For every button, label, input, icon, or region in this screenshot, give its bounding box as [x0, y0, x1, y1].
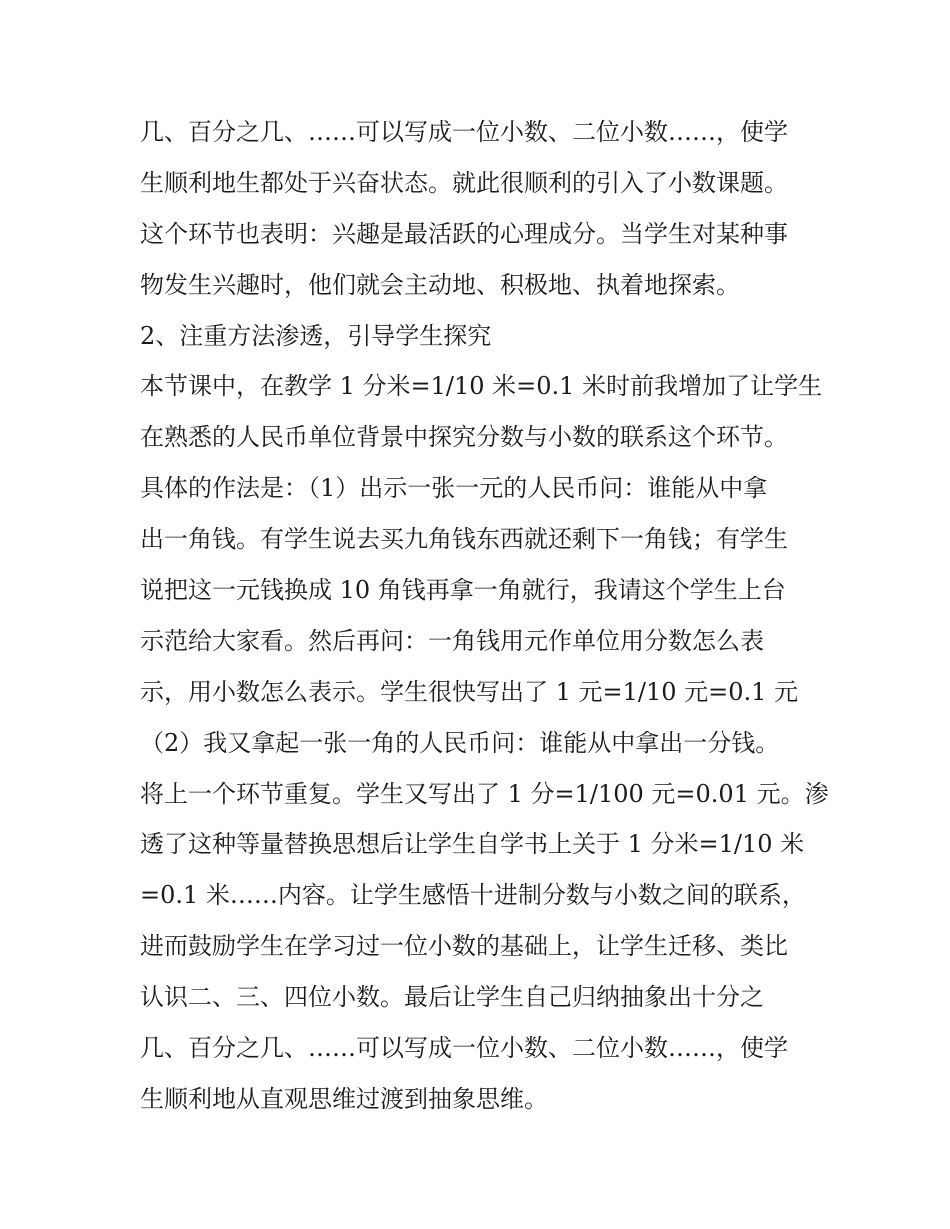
document-body: [140, 107, 830, 1125]
text-line: （2）我又拿起一张一角的人民币问：谁能从中拿出一分钱。: [140, 728, 780, 757]
text-line: 将上一个环节重复。学生又写出了 1 分=1/100 元=0.01 元。渗: [140, 779, 829, 808]
text-line: 示范给大家看。然后再问：一角钱用元作单位用分数怎么表: [140, 626, 764, 655]
text-line: 说把这一元钱换成 10 角钱再拿一角就行，我请这个学生上台: [140, 576, 786, 605]
text-line: =0.1 米……内容。让学生感悟十进制分数与小数之间的联系，: [140, 881, 806, 910]
text-line: 物发生兴趣时，他们就会主动地、积极地、执着地探索。: [140, 270, 740, 299]
text-line: 出一角钱。有学生说去买九角钱东西就还剩下一角钱；有学生: [140, 525, 788, 554]
text-line: 这个环节也表明：兴趣是最活跃的心理成分。当学生对某种事: [140, 219, 788, 248]
text-line: 生顺利地生都处于兴奋状态。就此很顺利的引入了小数课题。: [140, 168, 788, 197]
section-heading: 2、注重方法渗透，引导学生探究: [140, 321, 492, 350]
text-line: 本节课中，在教学 1 分米=1/10 米=0.1 米时前我增加了让学生: [140, 372, 823, 401]
text-line: 示，用小数怎么表示。学生很快写出了 1 元=1/10 元=0.1 元: [140, 677, 799, 706]
text-line: 进而鼓励学生在学习过一位小数的基础上，让学生迁移、类比: [140, 932, 788, 961]
text-line: 几、百分之几、……可以写成一位小数、二位小数……，使学: [140, 1034, 788, 1063]
text-line: 在熟悉的人民币单位背景中探究分数与小数的联系这个环节。: [140, 423, 788, 452]
text-line: 几、百分之几、……可以写成一位小数、二位小数……，使学: [140, 118, 788, 146]
text-line: 具体的作法是：（1）出示一张一元的人民币问：谁能从中拿: [140, 474, 768, 503]
text-line: 认识二、三、四位小数。最后让学生自己归纳抽象出十分之: [140, 983, 764, 1012]
text-line: 生顺利地从直观思维过渡到抽象思维。: [140, 1084, 548, 1113]
text-line: 透了这种等量替换思想后让学生自学书上关于 1 分米=1/10 米: [140, 830, 805, 859]
